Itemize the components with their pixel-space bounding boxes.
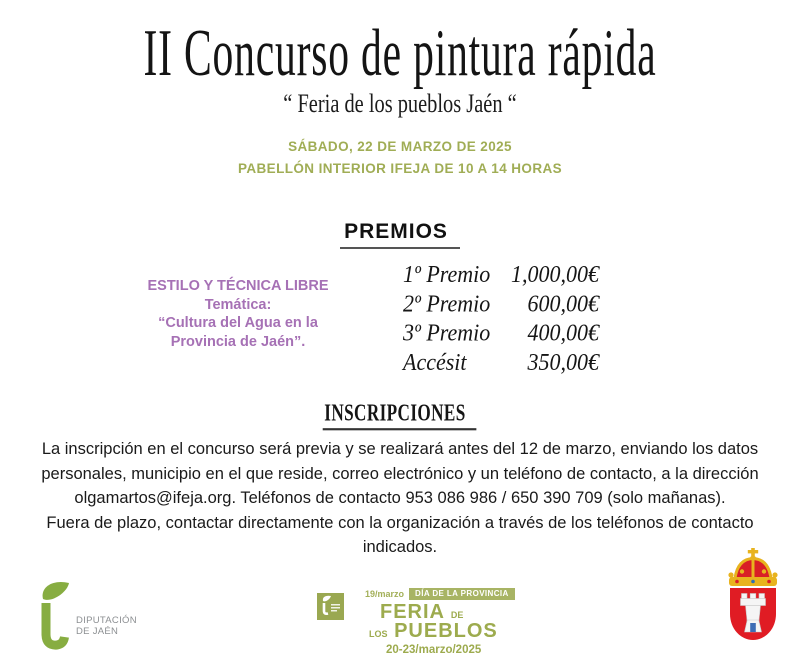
premios-section-header	[0, 220, 800, 249]
page-title: II Concurso de pintura rápida	[143, 17, 657, 91]
prize-label: 1º Premio	[403, 260, 491, 288]
prize-table	[403, 260, 599, 377]
style-note-line: Temática:	[204, 296, 272, 313]
style-note-line: “Cultura del Agua en la	[158, 315, 318, 331]
premios-heading: PREMIOS	[340, 220, 460, 249]
inscription-line: indicados.	[362, 538, 438, 556]
inscription-line: personales, municipio en el que reside, correo electrónico y un teléfono de contacto, a la dirección	[41, 464, 759, 483]
inscription-line: olgamartos@ifeja.org. Teléfonos de contacto 953 086 986 / 650 390 709 (solo mañanas).	[74, 489, 726, 507]
prize-row	[403, 260, 599, 289]
prize-row	[403, 318, 599, 347]
event-subtitle: “ Feria de los pueblos Jaén “	[283, 90, 517, 119]
prize-amount: 350,00€	[527, 347, 599, 375]
feria-title-line1: FERIA DE	[380, 601, 464, 623]
feria-pueblos-logo	[317, 588, 537, 654]
town-coat-of-arms-icon	[722, 548, 784, 653]
diputacion-j-leaf-icon	[36, 580, 72, 659]
inscription-paragraph	[20, 437, 780, 560]
inscription-line: La inscripción en el concurso será previa y se realizará antes del 12 de marzo, enviando los datos	[41, 440, 759, 458]
style-technique-note	[88, 277, 388, 351]
prize-label: Accésit	[403, 347, 467, 375]
style-note-line: ESTILO Y TÉCNICA LIBRE	[147, 278, 329, 294]
event-venue: PABELLÓN INTERIOR IFEJA DE 10 A 14 HORAS	[237, 161, 563, 176]
inscription-line: Fuera de plazo, contactar directamente con la organización a través de los teléfonos de contacto	[46, 513, 754, 532]
style-note-line: Provincia de Jaén”.	[170, 333, 306, 350]
inscripciones-section-header	[0, 399, 800, 428]
diputacion-mini-icon	[317, 593, 344, 625]
inscripciones-heading: INSCRIPCIONES	[323, 399, 477, 430]
provincia-day-row	[365, 588, 515, 600]
provincia-day-badge: DÍA DE LA PROVINCIA	[409, 588, 515, 601]
prize-row	[403, 347, 599, 376]
prize-label: 3º Premio	[403, 318, 491, 346]
prize-row	[403, 289, 599, 318]
prize-amount: 600,00€	[527, 289, 599, 317]
prize-label: 2º Premio	[403, 289, 491, 317]
prize-amount: 1,000,00€	[511, 260, 599, 288]
prize-amount: 400,00€	[527, 318, 599, 346]
feria-dates: 20-23/marzo/2025	[386, 644, 482, 656]
feria-title-line2: LOS PUEBLOS	[369, 620, 498, 642]
event-date: SÁBADO, 22 DE MARZO DE 2025	[288, 139, 512, 154]
feria-logo-text	[365, 588, 515, 656]
diputacion-label: DIPUTACIÓN DE JAÉN	[76, 615, 137, 637]
diputacion-jaen-logo	[36, 580, 137, 659]
provincia-day-date: 19/marzo	[365, 589, 405, 599]
